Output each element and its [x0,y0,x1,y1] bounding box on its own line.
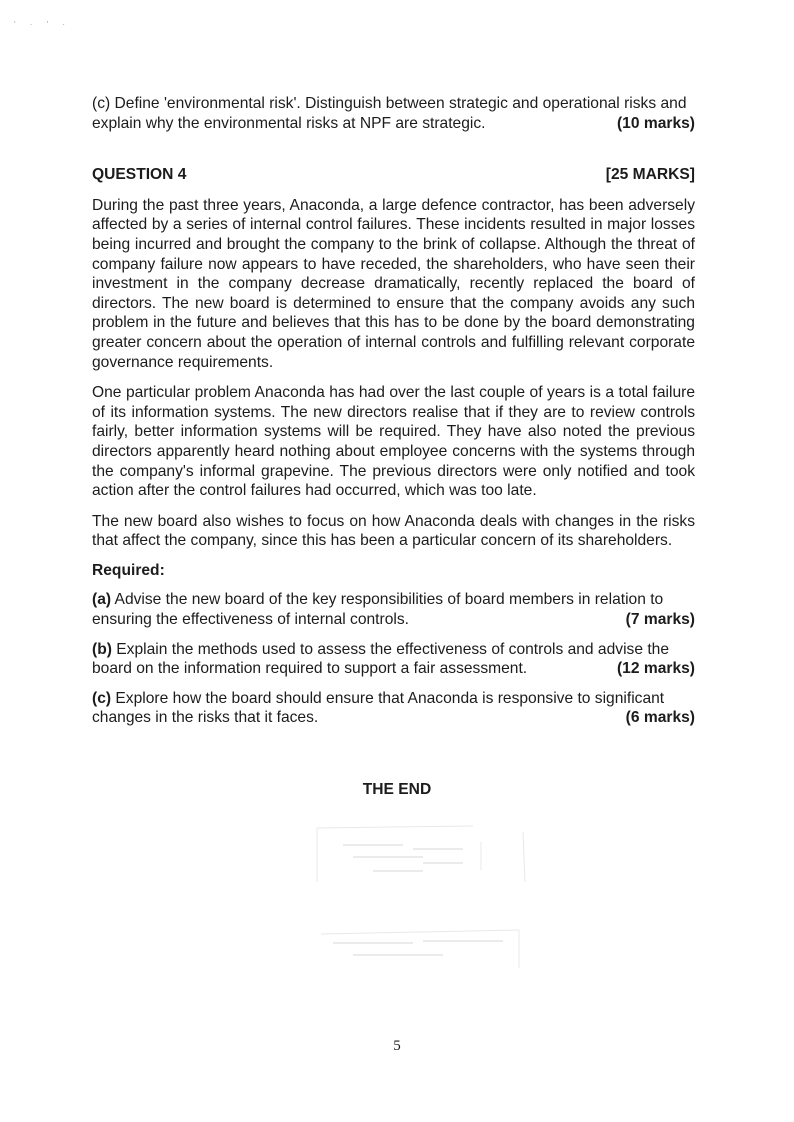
question-3c-line1: (c) Define 'environmental risk'. Distinguish between strategic and operational risks and [92,95,687,112]
page-content [92,94,695,728]
question-3c-label: (c) [92,95,111,112]
question-4-total-marks: [25 MARKS] [605,166,695,184]
faded-stamp-mark [313,822,531,972]
scan-specks: ' · ' · [14,20,72,29]
page-number: 5 [393,1038,401,1054]
question-3c-line2: explain why the environmental risks at NPF are strategic. (10 marks) [92,114,695,132]
question-3c [92,94,695,133]
question-4a [92,590,695,629]
question-4b [92,640,695,679]
question-4-title: QUESTION 4 [92,166,187,184]
question-4a-marks: (7 marks) [625,611,695,629]
question-3c-marks: (10 marks) [616,114,695,132]
question-4-paragraph-2: One particular problem Anaconda has had over the last couple of years is a total failure of its information systems. The new directors realise that if they are to review controls fairly, better information systems will be required. They have also noted the previous directors apparently heard nothing about employee concerns with the systems through the company's informal grapevine. The previous directors were only notified and took action after the control failures had occurred, which was too late. [92,384,695,500]
question-4c-marks: (6 marks) [625,709,695,727]
question-4c-line2: changes in the risks that it faces. (6 marks) [92,709,695,727]
question-4-header [92,165,695,185]
question-4a-line2: ensuring the effectiveness of internal controls. (7 marks) [92,611,695,629]
question-4-paragraph-3: The new board also wishes to focus on how Anaconda deals with changes in the risks that affect the company, since this has been a particular concern of its shareholders. [92,512,695,550]
question-4c-label: (c) [92,689,112,707]
question-4-paragraph-1: During the past three years, Anaconda, a large defence contractor, has been adversely affected by a series of internal control failures. These incidents resulted in major losses being incurred and brought the company to the brink of collapse. Although the threat of company failure now appears to have receded, the shareholders, who have seen their investment in the company decrease dramatically, recently replaced the board of directors. The new board is determined to ensure that the company avoids any such problem in the future and believes that this has to be done by the board demonstrating greater concern about the operation of internal controls and fulfilling relevant corporate governance requirements. [92,196,695,371]
question-4b-label: (b) [92,640,112,658]
question-4c-line1: (c) Explore how the board should ensure that Anaconda is responsive to significant [92,689,665,707]
question-4a-label: (a) [92,591,112,609]
required-label: Required: [92,561,165,579]
the-end-label: THE END [362,781,432,798]
question-4a-line1: (a) Advise the new board of the key responsibilities of board members in relation to [92,591,664,609]
question-4b-line2: board on the information required to support a fair assessment. (12 marks) [92,660,695,678]
question-4b-marks: (12 marks) [616,660,695,678]
question-4b-line1: (b) Explain the methods used to assess the effectiveness of controls and advise the [92,640,670,658]
question-4c [92,689,695,728]
